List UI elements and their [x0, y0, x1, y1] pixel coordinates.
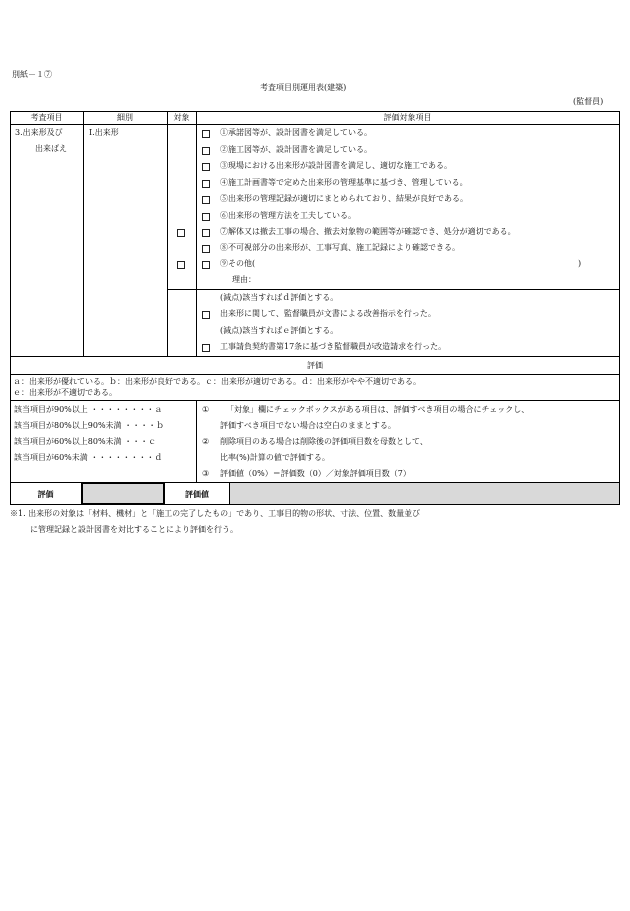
deduct-d-checkbox[interactable] — [202, 311, 210, 319]
deduct-e-checkbox[interactable] — [202, 344, 210, 352]
item-checkbox-5[interactable] — [202, 196, 210, 204]
check-item-8: ⑧不可視部分の出来形が、工事写真、施工記録により確認できる。 — [220, 243, 460, 252]
detail-name: Ⅰ.出来形 — [89, 128, 119, 137]
check-item-4: ④施工計画書等で定めた出来形の管理基準に基づき、管理している。 — [220, 178, 468, 187]
eval-grade-field[interactable] — [82, 483, 164, 504]
check-item-9: ⑨その他( — [220, 259, 256, 268]
target-checkbox-7[interactable] — [177, 229, 185, 237]
note-1-line1: 「対象」欄にチェックボックスがある項目は、評価すべき項目の場合にチェックし、 — [226, 405, 530, 414]
target-checkbox-9[interactable] — [177, 261, 185, 269]
check-item-1: ①承諾図等が、設計図書を満足している。 — [220, 128, 372, 137]
eval-section-header: 評価 — [307, 361, 323, 370]
check-item-7: ⑦解体又は撤去工事の場合、撤去対象物の範囲等が確認でき、処分が適切である。 — [220, 227, 516, 236]
role-label: (監督員) — [573, 97, 604, 106]
note-3-line1: 評価値（0%）＝評価数（0）／対象評価項目数（7） — [220, 469, 411, 478]
note-1-line2: 評価すべき項目でない場合は空白のままとする。 — [220, 421, 396, 430]
footer-eval-label: 評価 — [37, 489, 54, 499]
check-item-6: ⑥出来形の管理方法を工夫している。 — [220, 211, 356, 220]
note-2-line2: 比率(%)計算の値で評価する。 — [220, 453, 330, 462]
header-target: 対象 — [173, 113, 190, 122]
check-item-5: ⑤出来形の管理記録が適切にまとめられており、結果が良好である。 — [220, 194, 468, 203]
reason-label: 理由： — [232, 275, 256, 284]
header-detail: 細別 — [117, 113, 133, 122]
threshold-d: 該当項目が60%未満 ・・・・・・・・ｄ — [14, 453, 163, 462]
check-item-3: ③現場における出来形が設計図書を満足し、適切な施工である。 — [220, 161, 452, 170]
item-checkbox-9[interactable] — [202, 261, 210, 269]
deduct-e-item: 工事請負契約書第17条に基づき監督職員が改造請求を行った。 — [220, 342, 447, 351]
header-eval-items: 評価対象項目 — [383, 113, 432, 122]
header-item: 考査項目 — [30, 113, 63, 122]
item-checkbox-8[interactable] — [202, 245, 210, 253]
deduct-e-note: (減点)該当すればｅ評価とする。 — [220, 326, 339, 335]
grade-desc-line1: ａ：出来形が優れている。ｂ：出来形が良好である。ｃ：出来形が適切である。ｄ：出来形がやや不適切である。 — [13, 377, 421, 386]
threshold-b: 該当項目が80%以上90%未満 ・・・・ｂ — [14, 421, 165, 430]
footnote-line1: ※1. 出来形の対象は「材料、機材」と「施工の完了したもの」であり、工事目的物の形状、寸法、位置、数量並び — [10, 509, 421, 518]
item-checkbox-3[interactable] — [202, 163, 210, 171]
check-item-2: ②施工図等が、設計図書を満足している。 — [220, 145, 372, 154]
threshold-a: 該当項目が90%以上 ・・・・・・・・ａ — [14, 405, 163, 414]
item-checkbox-2[interactable] — [202, 147, 210, 155]
eval-value-field[interactable] — [230, 483, 619, 504]
item-checkbox-1[interactable] — [202, 130, 210, 138]
item-checkbox-4[interactable] — [202, 180, 210, 188]
item-name-line1: 3.出来形及び — [15, 128, 63, 137]
note-2-number: ② — [202, 437, 210, 446]
note-1-number: ① — [202, 405, 210, 414]
note-2-line1: 削除項目のある場合は削除後の評価項目数を母数として、 — [220, 437, 428, 446]
footer-eval-value-label: 評価値 — [185, 489, 209, 499]
attachment-label: 別紙－１⑦ — [12, 70, 52, 79]
other-close-paren: ) — [578, 259, 582, 268]
deduct-d-note: (減点)該当すればｄ評価とする。 — [220, 293, 339, 302]
note-3-number: ③ — [202, 469, 210, 478]
deduct-d-item: 出来形に関して、監督職員が文書による改善指示を行った。 — [220, 309, 436, 318]
footnote-line2: に管理記録と設計図書を対比することにより評価を行う。 — [30, 525, 238, 534]
item-checkbox-7[interactable] — [202, 229, 210, 237]
threshold-c: 該当項目が60%以上80%未満 ・・・ｃ — [14, 437, 157, 446]
item-checkbox-6[interactable] — [202, 213, 210, 221]
grade-desc-line2: ｅ：出来形が不適切である。 — [13, 388, 117, 397]
document-title: 考査項目別運用表(建築) — [260, 83, 347, 92]
item-name-line2: 出来ばえ — [35, 144, 67, 153]
